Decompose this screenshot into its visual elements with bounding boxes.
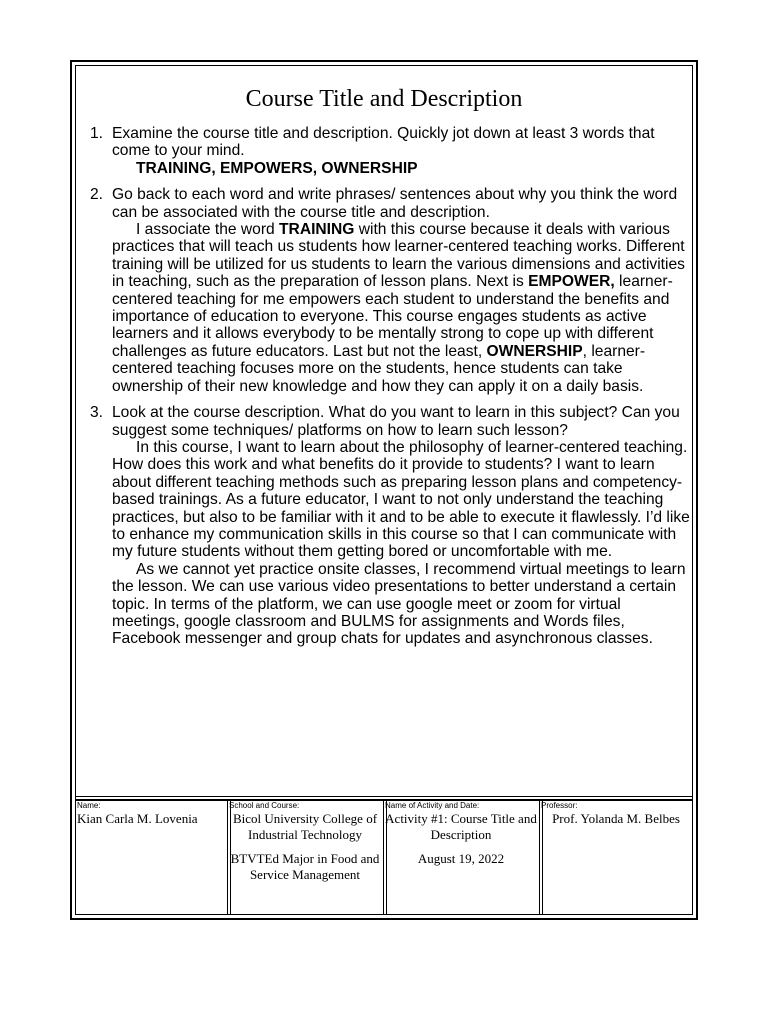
- question-prompt: Examine the course title and description. Quickly jot down at least 3 words that come to your mind.: [112, 125, 655, 160]
- school-label: School and Course:: [229, 801, 300, 810]
- professor-cell: [539, 800, 693, 915]
- answer-text: learner-centered teaching for me empowers each student to understand the benefits and importance of education to everyone. This course engages students as active learners and it allows everybody to be mentally strong to cope up with different challenges as future educators. Last but not the least,: [112, 273, 673, 360]
- answer-text: , learner-centered teaching focuses more on the students, hence students can take ownership of their new knowledge and how they can apply it on a daily basis.: [112, 342, 646, 395]
- answer-keywords: TRAINING, EMPOWERS, OWNERSHIP: [136, 159, 418, 177]
- date-value: August 19, 2022: [417, 851, 505, 866]
- professor-label: Professor:: [541, 801, 578, 810]
- question-content: [112, 404, 690, 648]
- name-cell: [75, 800, 227, 915]
- activity-cell: [383, 800, 539, 915]
- name-label: Name:: [77, 801, 101, 810]
- answer-text: with this course because it deals with various practices that will teach us students how learner-centered teaching works. Different training will be utilized for us students to learn the various dimensions and activities in teaching, such as the preparation of lesson plans. Next is: [112, 221, 685, 291]
- document-body: [90, 125, 690, 657]
- question-number: 1.: [90, 125, 104, 142]
- answer-paragraph: As we cannot yet practice onsite classes, I recommend virtual meetings to learn the lesson. We can use various video presentations to better understand a certain topic. In terms of the platform, we can use google meet or zoom for virtual meetings, google classroom and BULMS for assignments and Words files, Facebook messenger and group chats for updates and asynchronous classes.: [112, 560, 686, 648]
- question-content: [112, 186, 690, 395]
- course-value: BTVTEd Major in Food and Service Management: [230, 851, 380, 882]
- keyword-ownership: OWNERSHIP: [486, 342, 583, 360]
- question-3: [90, 404, 690, 648]
- keyword-empower: EMPOWER,: [528, 273, 615, 291]
- professor-value: Prof. Yolanda M. Belbes: [552, 811, 680, 826]
- page-title: Course Title and Description: [245, 86, 523, 112]
- answer-paragraph: In this course, I want to learn about the philosophy of learner-centered teaching. How does this work and what benefits do it provide to students? I want to learn about different teaching methods such as preparing lesson plans and competency-based trainings. As a future educator, I want to not only understand the teaching practices, but also to be familiar with it and to be able to execute it flawlessly. I’d like to enhance my communication skills in this course so that I can communicate with my future students without them getting bored or uncomfortable with me.: [112, 438, 690, 561]
- school-cell: [227, 800, 383, 915]
- footer-table: [75, 800, 693, 915]
- keyword-training: TRAINING: [279, 221, 355, 239]
- answer-text: I associate the word: [136, 221, 280, 239]
- question-prompt: Go back to each word and write phrases/ sentences about why you think the word can be associated with the course title and description.: [112, 186, 678, 221]
- activity-value: Activity #1: Course Title and Description: [385, 811, 537, 842]
- name-value: Kian Carla M. Lovenia: [77, 811, 198, 826]
- question-content: [112, 125, 690, 177]
- question-number: 3.: [90, 404, 104, 422]
- question-prompt: Look at the course description. What do you want to learn in this subject? Can you suggest some techniques/ platforms on how to learn such lesson?: [112, 404, 680, 439]
- question-1: [90, 125, 690, 177]
- question-number: 2.: [90, 186, 104, 204]
- activity-label: Name of Activity and Date:: [385, 801, 480, 810]
- school-value: Bicol University College of Industrial Technology: [232, 811, 378, 842]
- question-2: [90, 186, 690, 395]
- answer-paragraph: [112, 221, 690, 395]
- footer-divider: [75, 796, 693, 797]
